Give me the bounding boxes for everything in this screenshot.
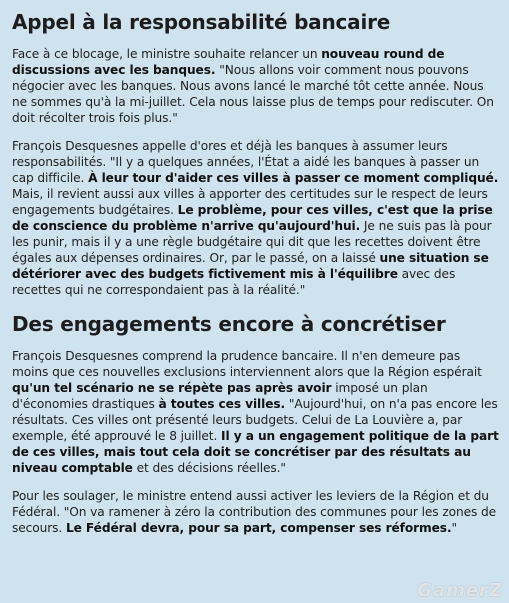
- text-run: avec des recettes qui ne correspondaient pas à la réalité.": [12, 267, 456, 297]
- article-paragraph: [12, 348, 499, 476]
- text-run: Pour les soulager, le ministre entend aussi activer les leviers de la Région et du Fédéral. "On va ramener à zéro la contribution des communes pour les zones de secours.: [12, 489, 497, 535]
- article-paragraph: [12, 488, 499, 536]
- text-run: imposé un plan d'économies drastiques: [12, 381, 428, 411]
- text-run: Face à ce blocage, le ministre souhaite relancer un: [12, 47, 322, 61]
- text-run: ": [451, 521, 457, 535]
- article-paragraph: [12, 46, 499, 126]
- section-heading: Appel à la responsabilité bancaire: [12, 10, 391, 34]
- bold-text-run: à toutes ces villes.: [158, 397, 286, 411]
- bold-text-run: Le problème, pour ces villes, c'est que la prise de conscience du problème n'arrive qu'aujourd'hui.: [12, 203, 493, 233]
- bold-text-run: Il y a un engagement politique de la part de ces villes, mais tout cela doit se concrétiser par des résultats au niveau comptable: [12, 429, 499, 475]
- bold-text-run: qu'un tel scénario ne se répète pas après avoir: [12, 381, 332, 395]
- text-run: Je ne suis pas là pour les punir, mais il y a une règle budgétaire qui dit que les recettes doivent être égales aux dépenses ordinaires. Or, par le passé, on a laissé: [12, 219, 492, 265]
- text-run: Mais, il revient aussi aux villes à apporter des certitudes sur le respect de leurs engagements budgétaires.: [12, 187, 488, 217]
- text-run: François Desquesnes comprend la prudence bancaire. Il n'en demeure pas moins que ces nouvelles exclusions interviennent alors que la Région espérait: [12, 349, 482, 379]
- article-paragraph: [12, 138, 499, 298]
- bold-text-run: nouveau round de discussions avec les banques.: [12, 47, 445, 77]
- text-run: "Nous allons voir comment nous pouvons négocier avec les banques. Nous avons lancé le marché tôt cette année. Nous ne sommes qu'à la mi-juillet. Cela nous laisse plus de temps pour rediscuter. On doit récolter trois fois plus.": [12, 63, 494, 125]
- text-run: et des décisions réelles.": [132, 461, 286, 475]
- section-heading: Des engagements encore à concrétiser: [12, 312, 446, 336]
- text-run: François Desquesnes appelle d'ores et déjà les banques à assumer leurs responsabilités. "Il y a quelques années, l'État a aidé les banques à passer un cap difficile.: [12, 139, 480, 185]
- bold-text-run: À leur tour d'aider ces villes à passer ce moment compliqué.: [88, 171, 499, 185]
- watermark-logo: GamerZ: [417, 580, 503, 601]
- bold-text-run: une situation se détériorer avec des budgets fictivement mis à l'équilibre: [12, 251, 489, 281]
- bold-text-run: Le Fédéral devra, pour sa part, compenser ses réformes.: [65, 521, 452, 535]
- text-run: "Aujourd'hui, on n'a pas encore les résultats. Ces villes ont présenté leurs budgets. Celui de La Louvière a, par exemple, été approuvé le 8 juillet.: [12, 397, 498, 443]
